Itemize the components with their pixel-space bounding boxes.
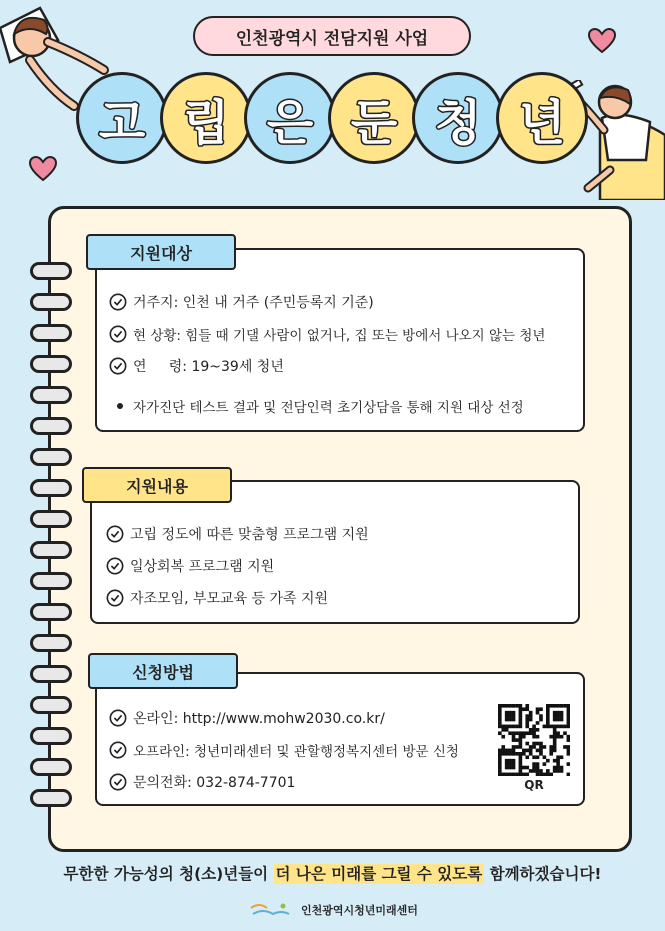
selection-note: 자가진단 테스트 결과 및 전담인력 초기상담을 통해 지원 대상 선정 xyxy=(111,396,524,416)
heart-icon xyxy=(587,28,617,54)
binder-ring xyxy=(30,665,72,683)
list-item: 현 상황: 힘들 때 기댈 사람이 없거나, 집 또는 방에서 나오지 않는 청년 xyxy=(109,324,545,344)
list-item: 연 령: 19~39세 청년 xyxy=(109,356,284,376)
title-char-circle: 년 xyxy=(496,72,588,164)
check-circle-icon xyxy=(109,357,127,375)
section-card-target xyxy=(95,248,585,432)
check-circle-icon xyxy=(106,589,124,607)
binder-ring xyxy=(30,634,72,652)
title-char-circle: 고 xyxy=(76,72,168,164)
program-subtitle: 인천광역시 전담지원 사업 xyxy=(193,16,471,56)
check-circle-icon xyxy=(106,525,124,543)
list-item xyxy=(109,772,295,792)
binder-ring xyxy=(30,448,72,466)
check-circle-icon xyxy=(109,773,127,791)
footer-message: 무한한 가능성의 청(소)년들이 더 나은 미래를 그릴 수 있도록 함께하겠습니다! xyxy=(63,865,602,883)
list-item: 오프라인: 청년미래센터 및 관할행정복지센터 방문 신청 xyxy=(109,740,459,760)
binder-ring xyxy=(30,541,72,559)
binder-ring xyxy=(30,355,72,373)
binder-ring xyxy=(30,324,72,342)
binder-ring xyxy=(30,758,72,776)
center-logo-icon xyxy=(247,900,293,920)
binder-ring xyxy=(30,417,72,435)
binder-ring xyxy=(30,262,72,280)
online-link[interactable]: 온라인: http://www.mohw2030.co.kr/ xyxy=(133,711,385,727)
list-item: 자조모임, 부모교육 등 가족 지원 xyxy=(106,588,328,608)
list-item: 고립 정도에 따른 맞춤형 프로그램 지원 xyxy=(106,524,369,544)
binder-ring xyxy=(30,293,72,311)
heart-icon xyxy=(28,156,58,182)
section-label-target: 지원대상 xyxy=(86,234,236,270)
binder-ring xyxy=(30,572,72,590)
footer-org: 인천광역시청년미래센터 xyxy=(0,900,665,920)
binder-ring xyxy=(30,386,72,404)
list-item: 거주지: 인천 내 거주 (주민등록지 기준) xyxy=(109,292,374,312)
section-label-content: 지원내용 xyxy=(82,467,232,503)
binder-ring xyxy=(30,603,72,621)
binder-ring xyxy=(30,479,72,497)
list-item xyxy=(109,708,385,728)
binder-ring xyxy=(30,727,72,745)
title-char-circle: 둔 xyxy=(328,72,420,164)
title-char-circle: 청 xyxy=(412,72,504,164)
qr-label: QR xyxy=(524,778,544,792)
section-label-apply: 신청방법 xyxy=(88,653,238,689)
binder-ring xyxy=(30,510,72,528)
phone-number: 문의전화: 032-874-7701 xyxy=(133,775,296,791)
title-char-circle: 은 xyxy=(244,72,336,164)
check-circle-icon xyxy=(109,709,127,727)
check-circle-icon xyxy=(109,741,127,759)
qr-code-icon[interactable] xyxy=(498,704,570,776)
check-circle-icon xyxy=(109,293,127,311)
binder-ring xyxy=(30,696,72,714)
check-circle-icon xyxy=(109,325,127,343)
bullet-icon xyxy=(117,403,123,409)
check-circle-icon xyxy=(106,557,124,575)
title-char-circle: 립 xyxy=(160,72,252,164)
list-item: 일상회복 프로그램 지원 xyxy=(106,556,274,576)
footer-highlight: 더 나은 미래를 그릴 수 있도록 xyxy=(275,865,483,883)
binder-ring xyxy=(30,789,72,807)
